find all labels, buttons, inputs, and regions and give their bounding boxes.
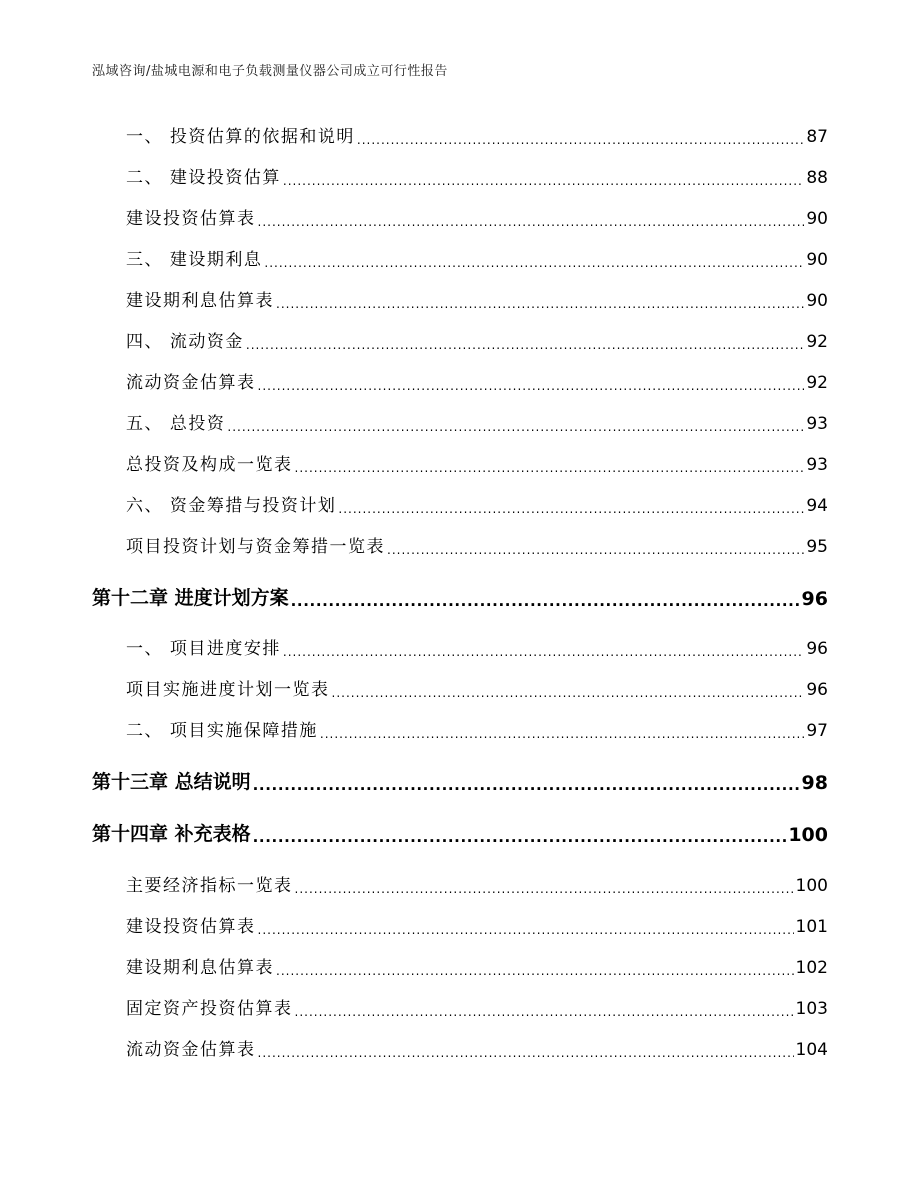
toc-entry-page: 96 [806,680,828,700]
toc-entry-title: 建设投资估算表 [126,917,256,937]
toc-entry-title: 二、 项目实施保障措施 [126,721,318,741]
toc-entry-title: 项目投资计划与资金筹措一览表 [126,537,385,557]
toc-chapter-title: 第十四章 补充表格 [92,823,251,845]
toc-entry[interactable] [126,533,828,557]
toc-leader-dots [283,642,804,659]
toc-entry[interactable] [126,913,828,937]
toc-leader-dots [276,961,794,978]
toc-entry-title: 四、 流动资金 [126,332,244,352]
toc-leader-dots [295,879,794,896]
toc-entry-page: 101 [795,917,828,937]
toc-entry-page: 90 [806,209,828,229]
toc-entry-title: 六、 资金筹措与投资计划 [126,496,337,516]
toc-entry-page: 103 [795,999,828,1019]
toc-chapter-page: 100 [788,824,828,846]
toc-leader-dots [291,591,800,610]
toc-leader-dots [357,130,804,147]
toc-leader-dots [253,775,800,794]
toc-chapter-entry[interactable] [92,820,828,846]
toc-chapter-page: 98 [801,772,828,794]
toc-entry-page: 90 [806,250,828,270]
toc-entry-page: 90 [806,291,828,311]
toc-entry-page: 88 [806,168,828,188]
toc-chapter-title: 第十三章 总结说明 [92,771,251,793]
toc-entry[interactable] [126,205,828,229]
toc-entry-title: 二、 建设投资估算 [126,168,281,188]
toc-entry-title: 建设期利息估算表 [126,291,274,311]
toc-entry[interactable] [126,635,828,659]
toc-entry[interactable] [126,676,828,700]
toc-entry-page: 100 [795,876,828,896]
toc-entry-page: 104 [795,1040,828,1060]
toc-entry[interactable] [126,246,828,270]
toc-chapter-title: 第十二章 进度计划方案 [92,587,289,609]
toc-entry-title: 建设期利息估算表 [126,958,274,978]
toc-leader-dots [264,253,804,270]
toc-entry-page: 96 [806,639,828,659]
toc-chapter-entry[interactable] [92,768,828,794]
toc-leader-dots [253,827,787,846]
toc-leader-dots [246,335,804,352]
toc-entry-page: 102 [795,958,828,978]
toc-entry-title: 一、 项目进度安排 [126,639,281,659]
toc-entry[interactable] [126,369,828,393]
toc-entry[interactable] [126,872,828,896]
toc-leader-dots [387,540,804,557]
toc-leader-dots [258,376,805,393]
toc-entry[interactable] [126,164,828,188]
toc-entry-title: 一、 投资估算的依据和说明 [126,127,355,147]
toc-entry[interactable] [126,492,828,516]
toc-entry-title: 流动资金估算表 [126,373,256,393]
running-header: 泓域咨询/盐城电源和电子负载测量仪器公司成立可行性报告 [92,64,448,79]
toc-chapter-entry[interactable] [92,584,828,610]
toc-entry-title: 五、 总投资 [126,414,226,434]
toc-entry[interactable] [126,328,828,352]
toc-entry-title: 项目实施进度计划一览表 [126,680,330,700]
toc-leader-dots [332,683,805,700]
toc-entry-page: 87 [806,127,828,147]
toc-entry-page: 92 [806,373,828,393]
toc-entry[interactable] [126,410,828,434]
toc-leader-dots [258,1043,794,1060]
toc-entry-title: 主要经济指标一览表 [126,876,293,896]
toc-entry[interactable] [126,123,828,147]
toc-entry-title: 建设投资估算表 [126,209,256,229]
toc-leader-dots [227,417,804,434]
toc-entry-page: 94 [806,496,828,516]
toc-entry[interactable] [126,451,828,475]
toc-leader-dots [258,920,794,937]
toc-entry-title: 总投资及构成一览表 [126,455,293,475]
toc-entry-page: 93 [806,414,828,434]
toc-entry-title: 三、 建设期利息 [126,250,263,270]
toc-entry-page: 93 [806,455,828,475]
header-divider [88,86,832,87]
toc-leader-dots [295,1002,794,1019]
toc-entry-page: 92 [806,332,828,352]
toc-entry[interactable] [126,995,828,1019]
toc-entry-page: 95 [806,537,828,557]
toc-leader-dots [283,171,804,188]
toc-chapter-page: 96 [801,588,828,610]
toc-entry[interactable] [126,1036,828,1060]
toc-entry[interactable] [126,287,828,311]
toc-entry-title: 流动资金估算表 [126,1040,256,1060]
toc-leader-dots [320,724,804,741]
toc-entry-title: 固定资产投资估算表 [126,999,293,1019]
toc-entry[interactable] [126,954,828,978]
toc-leader-dots [258,212,805,229]
toc-leader-dots [276,294,804,311]
toc-entry-page: 97 [806,721,828,741]
toc-entry[interactable] [126,717,828,741]
toc-leader-dots [338,499,804,516]
toc-leader-dots [295,458,805,475]
